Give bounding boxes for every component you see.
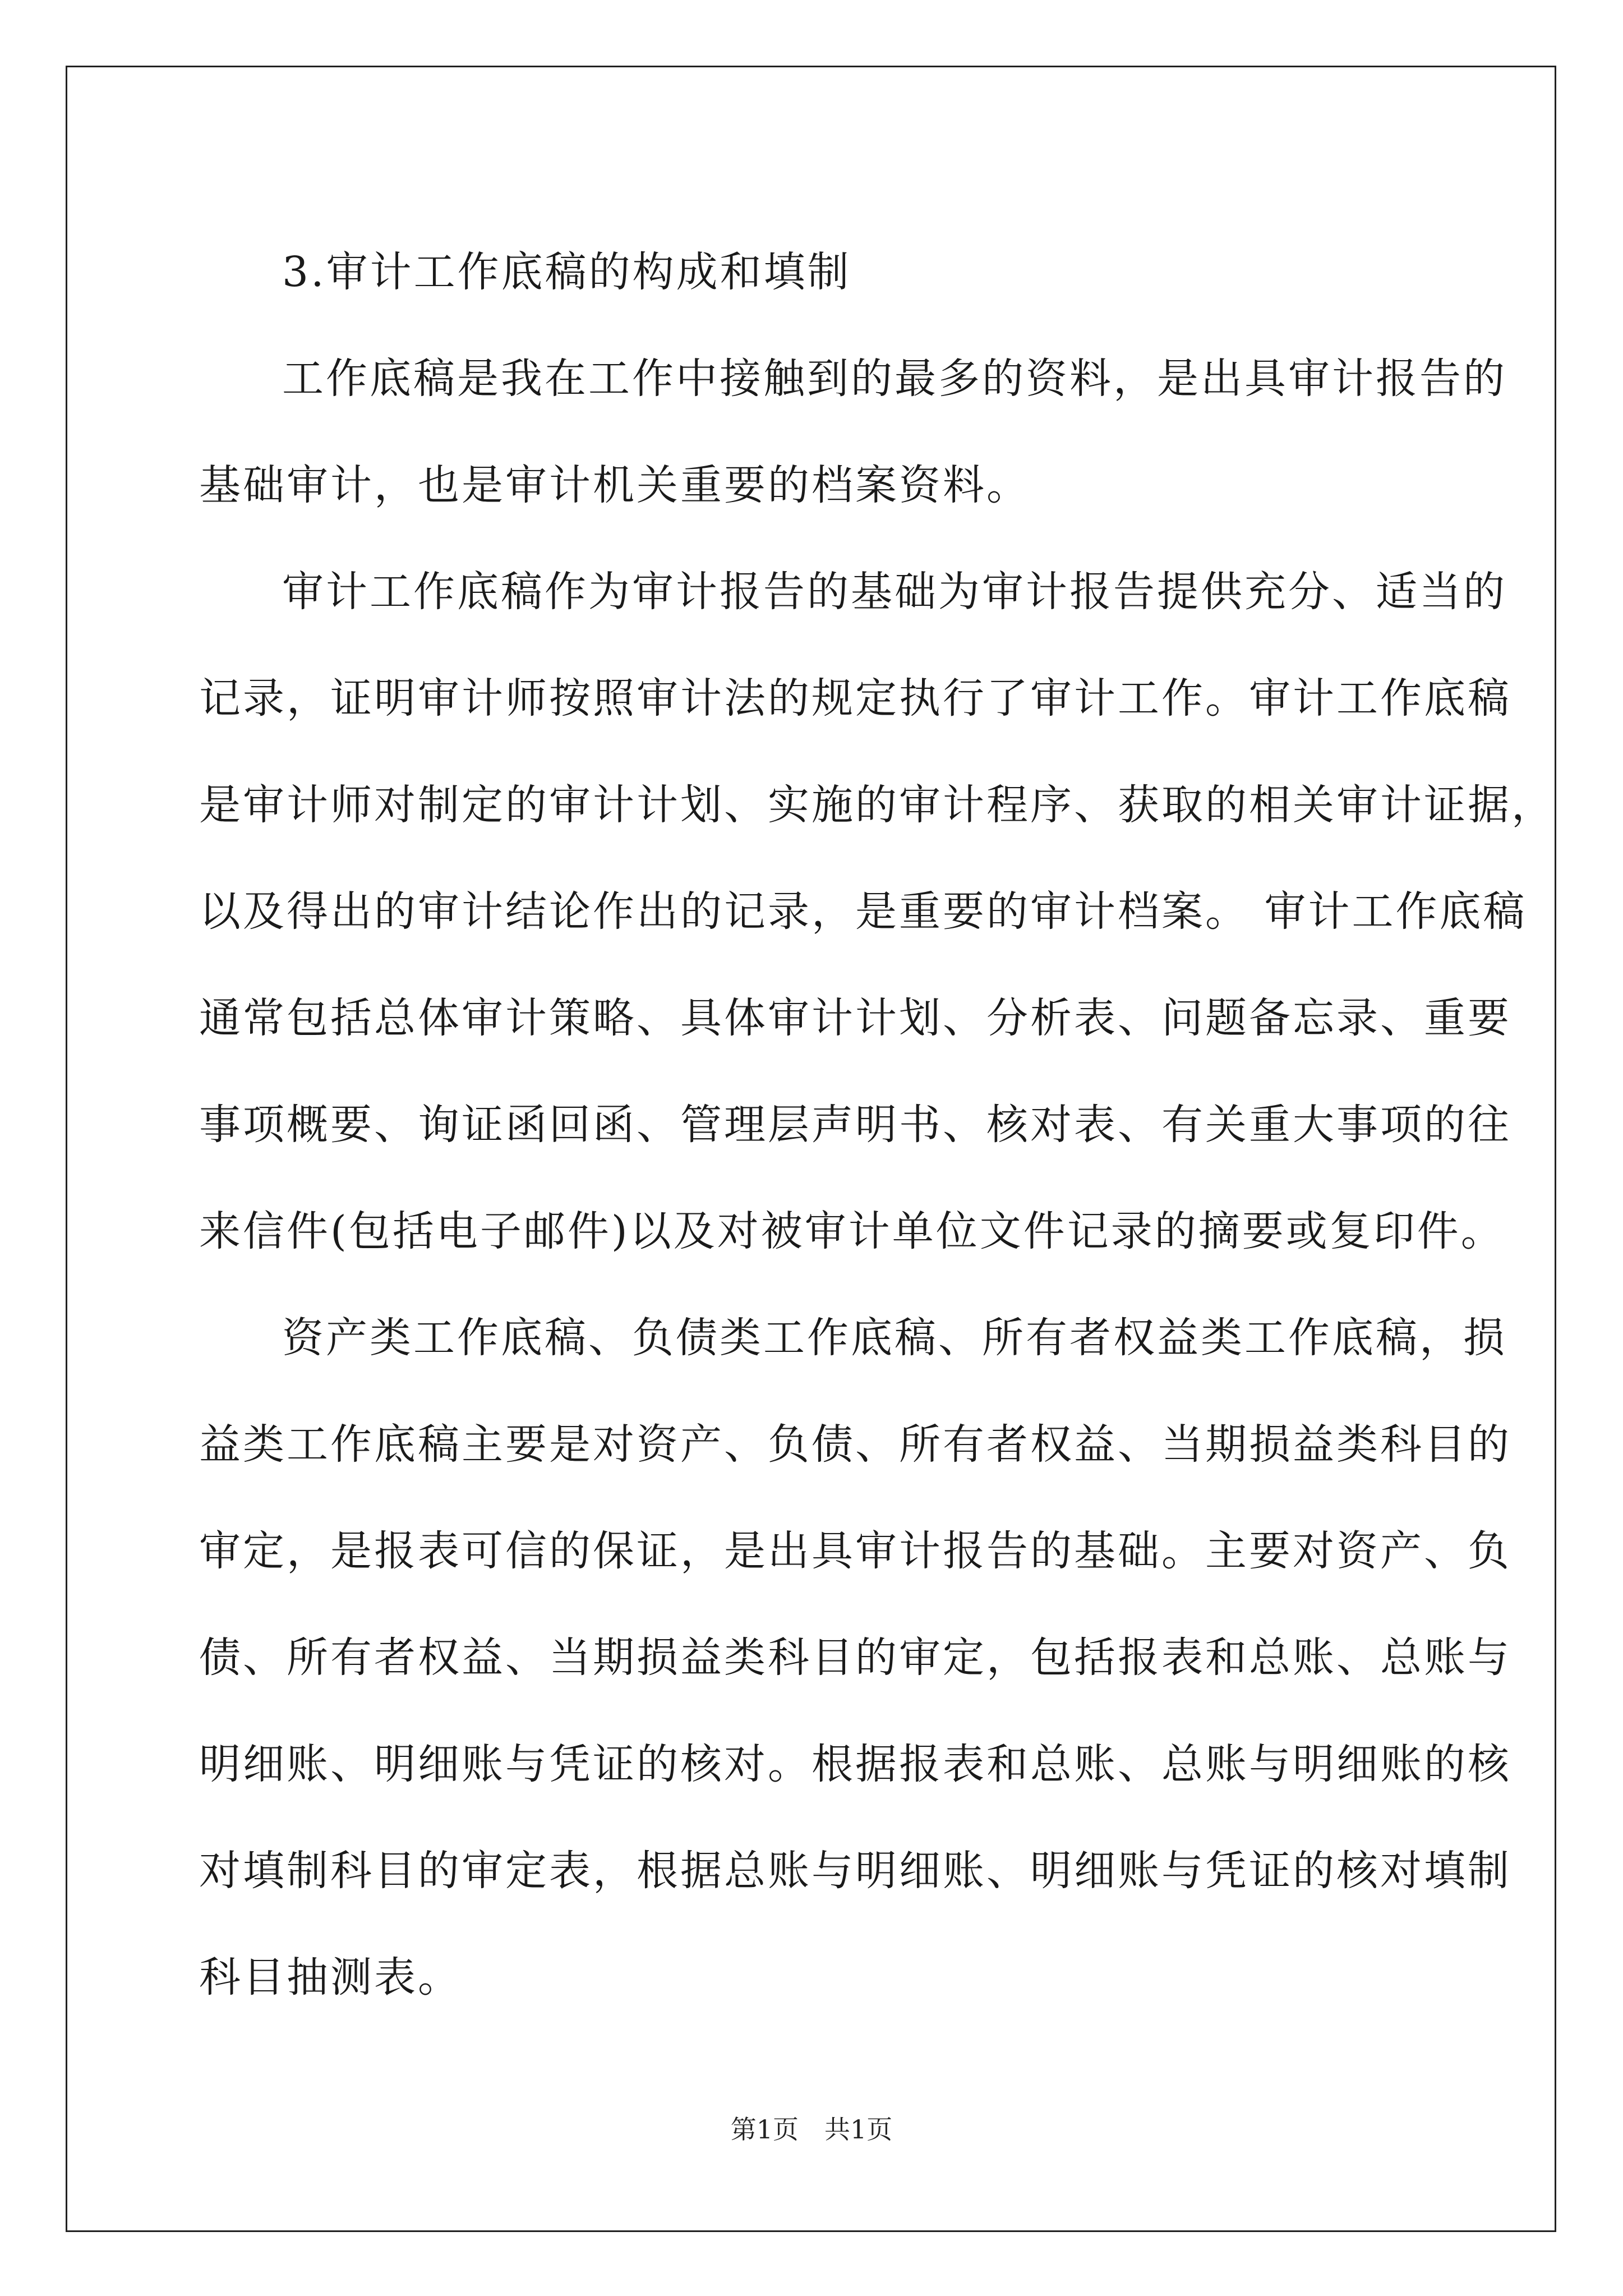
paragraph-line: 科目抽测表。 — [199, 1953, 462, 2001]
paragraph-line: 审计工作底稿作为审计报告的基础为审计报告提供充分、适当的 — [282, 568, 1507, 616]
paragraph-line: 债、所有者权益、当期损益类科目的审定，包括报表和总账、总账与 — [199, 1634, 1511, 1682]
paragraph-line: 是审计师对制定的审计计划、实施的审计程序、获取的相关审计证据， — [199, 781, 1555, 829]
paragraph-line: 明细账、明细账与凭证的核对。根据报表和总账、总账与明细账的核 — [199, 1740, 1511, 1788]
paragraph-1 — [199, 325, 1507, 539]
paragraph-line: 审定，是报表可信的保证，是出具审计报告的基础。主要对资产、负 — [199, 1527, 1511, 1575]
paragraph-line: 来信件(包括电子邮件)以及对被审计单位文件记录的摘要或复印件。 — [199, 1207, 1505, 1255]
paragraph-line: 通常包括总体审计策略、具体审计计划、分析表、问题备忘录、重要 — [199, 994, 1511, 1042]
paragraph-3 — [199, 1285, 1511, 2031]
paragraph-line: 以及得出的审计结论作出的记录，是重要的审计档案。 审计工作底稿 — [199, 887, 1527, 936]
paragraph-line: 事项概要、询证函回函、管理层声明书、核对表、有关重大事项的往 — [199, 1101, 1511, 1149]
section-heading: 3.审计工作底稿的构成和填制 — [282, 248, 851, 296]
paragraph-line: 益类工作底稿主要是对资产、负债、所有者权益、当期损益类科目的 — [199, 1420, 1511, 1469]
document-body — [199, 219, 1555, 2031]
paragraph-line: 资产类工作底稿、负债类工作底稿、所有者权益类工作底稿，损 — [282, 1314, 1507, 1362]
paragraph-2 — [199, 539, 1555, 1285]
page-footer: 第1页 共1页 — [730, 2114, 893, 2145]
paragraph-line: 基础审计，也是审计机关重要的档案资料。 — [199, 461, 1030, 509]
paragraph-line: 记录，证明审计师按照审计法的规定执行了审计工作。审计工作底稿 — [199, 674, 1511, 723]
paragraph-line: 对填制科目的审定表，根据总账与明细账、明细账与凭证的核对填制 — [199, 1847, 1511, 1895]
paragraph-line: 工作底稿是我在工作中接触到的最多的资料，是出具审计报告的 — [282, 355, 1507, 403]
